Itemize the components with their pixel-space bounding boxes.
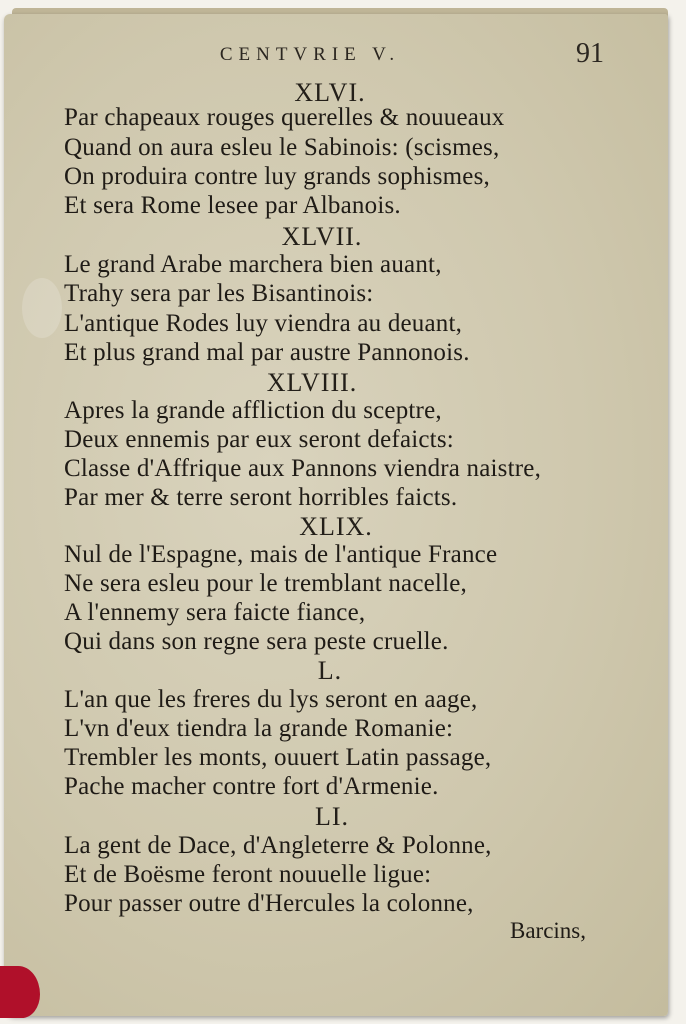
verse-line: Par mer & terre seront horribles faicts. xyxy=(64,484,458,511)
verse-line: Quand on aura esleu le Sabinois: (scismes, xyxy=(64,134,500,161)
stanza-number: L. xyxy=(317,656,343,685)
verse-line: L'antique Rodes luy viendra au deuant, xyxy=(64,310,463,337)
stanza-number: XLIX. xyxy=(299,512,373,541)
running-head: CENTVRIE V. xyxy=(219,44,401,65)
verse-line: L'vn d'eux tiendra la grande Romanie: xyxy=(64,715,454,742)
page-number: 91 xyxy=(576,38,604,69)
paper-damage xyxy=(22,278,62,338)
stanza-number: XLVII. xyxy=(281,222,363,251)
verse-line: L'an que les freres du lys seront en aage, xyxy=(64,686,478,713)
verse-line: Pour passer outre d'Hercules la colonne, xyxy=(64,890,474,917)
verse-line: Le grand Arabe marchera bien auant, xyxy=(64,251,442,278)
verse-line: Et plus grand mal par austre Pannonois. xyxy=(64,339,470,366)
verse-line: Trahy sera par les Bisantinois: xyxy=(64,280,374,307)
verse-line: Trembler les monts, ouuert Latin passage, xyxy=(64,744,492,771)
verse-line: On produira contre luy grands sophismes, xyxy=(64,163,490,190)
verse-line: Deux ennemis par eux seront defaicts: xyxy=(64,426,454,453)
verse-line: Pache macher contre fort d'Armenie. xyxy=(64,773,439,800)
verse-line: Et sera Rome lesee par Albanois. xyxy=(64,192,401,219)
catchword: Barcins, xyxy=(510,918,587,943)
verse-line: La gent de Dace, d'Angleterre & Polonne, xyxy=(64,832,492,859)
verse-line: Classe d'Affrique aux Pannons viendra naistre, xyxy=(64,455,542,482)
verse-line: Apres la grande affliction du sceptre, xyxy=(64,397,442,424)
verse-line: Et de Boësme feront nouuelle ligue: xyxy=(64,861,432,888)
verse-line: Ne sera esleu pour le tremblant nacelle, xyxy=(64,570,467,597)
verse-line: A l'ennemy sera faicte fiance, xyxy=(64,599,366,626)
stanza-number: XLVIII. xyxy=(266,368,358,397)
stanza-number: LI. xyxy=(314,802,350,831)
verse-line: Nul de l'Espagne, mais de l'antique France xyxy=(64,541,498,568)
stanza-number: XLVI. xyxy=(294,78,366,107)
verse-line: Qui dans son regne sera peste cruelle. xyxy=(64,628,449,655)
verse-line: Par chapeaux rouges querelles & nouueaux xyxy=(64,104,505,131)
